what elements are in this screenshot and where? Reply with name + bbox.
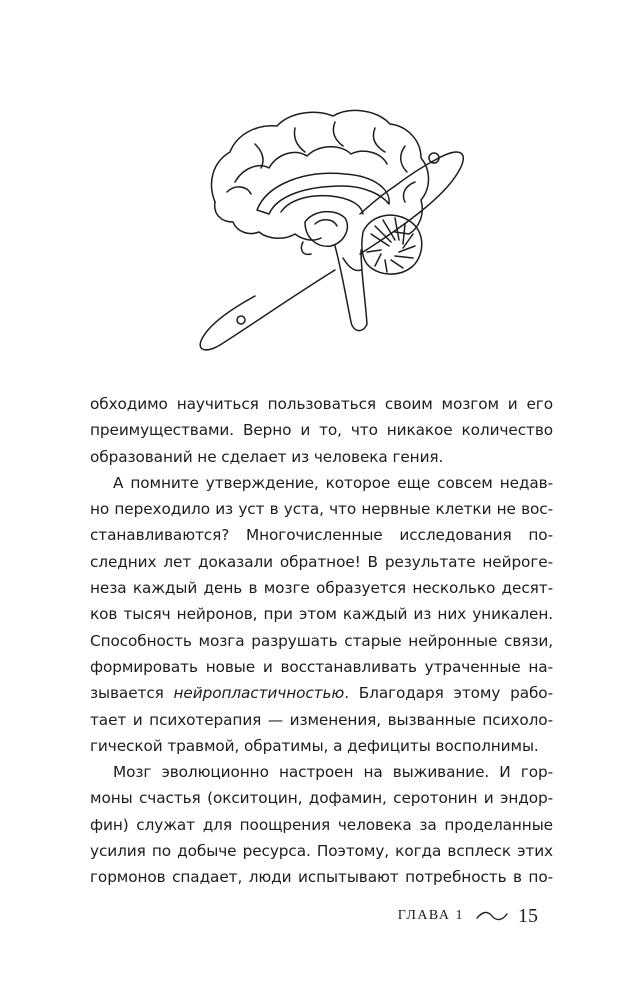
page-number: 15 bbox=[518, 904, 538, 927]
text-line: Способность мозга разрушать старые нейронные связи, bbox=[90, 631, 553, 650]
text-line: образований не сделает из человека гения. bbox=[90, 447, 444, 466]
text-span: зывается bbox=[90, 684, 174, 703]
text-line: тает и психотерапия — изменения, вызванные психоло- bbox=[90, 710, 553, 729]
text-span: . Благодаря этому рабо- bbox=[344, 684, 553, 703]
text-line: гической травмой, обратимы, а дефициты восполнимы. bbox=[90, 736, 539, 755]
text-line: преимуществами. Верно и то, что никакое количество bbox=[90, 421, 553, 440]
text-line: Мозг эволюционно настроен на выживание. И гор- bbox=[113, 763, 553, 782]
italic-term: нейропластичностью bbox=[173, 684, 345, 703]
text-line: станавливаются? Многочисленные исследования по- bbox=[90, 526, 553, 545]
brain-orbit-illustration bbox=[185, 82, 475, 357]
text-line: усилия по добыче ресурса. Поэтому, когда всплеск этих bbox=[90, 842, 553, 861]
text-line: обходимо научиться пользоваться своим мозгом и его bbox=[90, 395, 553, 413]
text-line: моны счастья (окситоцин, дофамин, серотонин и эндор- bbox=[90, 789, 553, 808]
text-line: фин) служат для поощрения человека за проделанные bbox=[90, 815, 553, 834]
text-line: А помните утверждение, которое еще совсем недав- bbox=[113, 473, 553, 492]
tilde-ornament-icon bbox=[475, 910, 509, 922]
text-line: гормонов спадает, люди испытывают потребность в по- bbox=[90, 868, 553, 887]
body-text bbox=[90, 391, 553, 891]
text-line: ков тысяч нейронов, при этом каждый из них уникален. bbox=[90, 605, 553, 624]
text-line: следних лет доказали обратное! В результате нейроге- bbox=[90, 552, 553, 571]
text-line bbox=[90, 680, 553, 706]
text-line: формировать новые и восстанавливать утраченные на- bbox=[90, 657, 553, 676]
text-line: неза каждый день в мозге образуется несколько десят- bbox=[90, 579, 553, 598]
text-line: но переходило из уст в уста, что нервные клетки не вос- bbox=[90, 500, 553, 519]
chapter-label: ГЛАВА 1 bbox=[397, 908, 464, 923]
page-footer bbox=[370, 905, 538, 927]
